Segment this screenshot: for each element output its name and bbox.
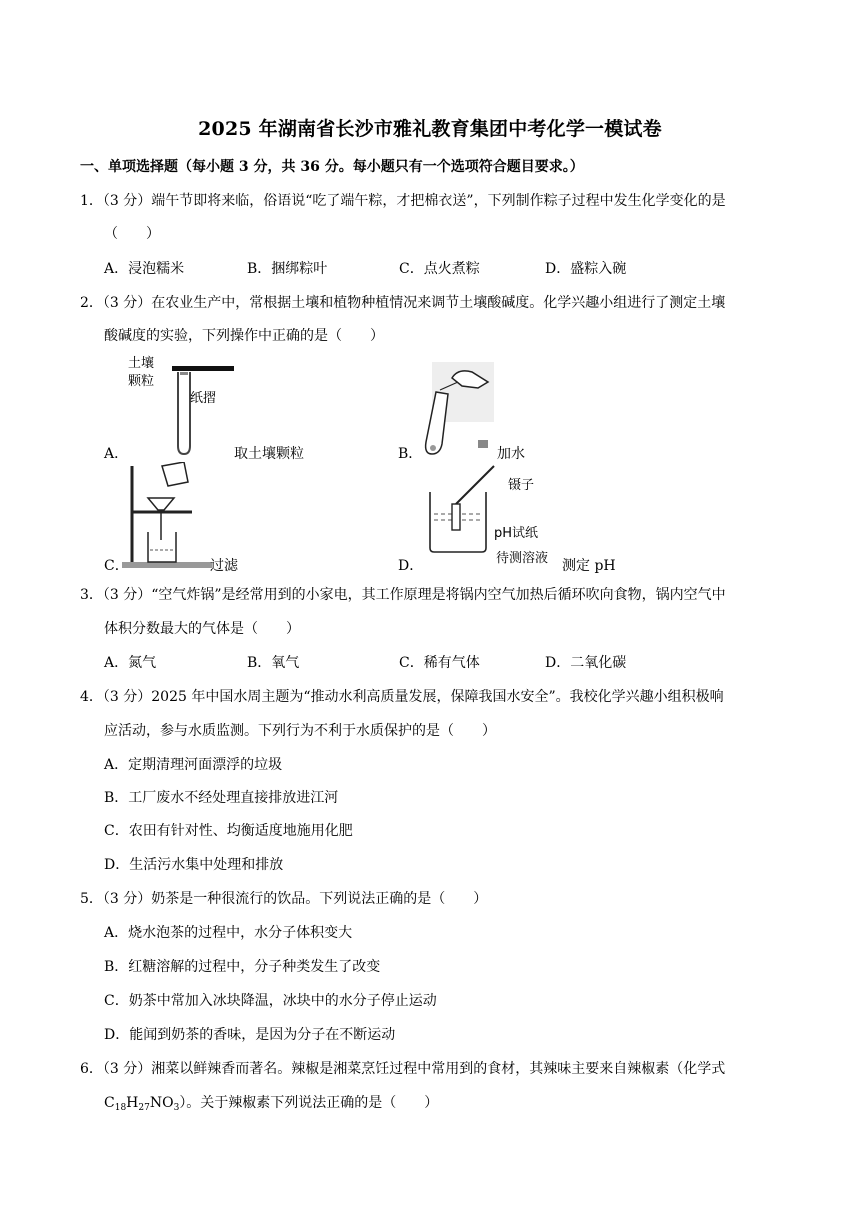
question-1-stem: 1．（3 分）端午节即将来临，俗语说“吃了端午粽，才把棉衣送”，下列制作粽子过程中发生化学变化的是	[80, 193, 726, 209]
question-5-stem: 5．（3 分）奶茶是一种很流行的饮品。下列说法正确的是（ ）	[80, 891, 488, 907]
page-title: 2025 年湖南省长沙市雅礼教育集团中考化学一模试卷	[198, 118, 662, 140]
filtration-apparatus-figure	[122, 462, 212, 572]
fig-d-label-ph-paper: pH试纸	[494, 526, 539, 541]
q2-option-c: C．	[104, 558, 129, 574]
formula-no: NO	[149, 1095, 174, 1111]
question-6-stem-cont	[104, 1092, 438, 1113]
q3-option-b: B．氧气	[247, 655, 300, 671]
question-2-stem-cont: 酸碱度的实验，下列操作中正确的是（ ）	[104, 328, 384, 344]
question-6-stem-tail: ）。关于辣椒素下列说法正确的是（ ）	[179, 1095, 439, 1111]
q1-option-c: C．点火煮粽	[399, 261, 480, 277]
formula-sub-27: 27	[138, 1103, 150, 1113]
q5-option-a: A．烧水泡茶的过程中，水分子体积变大	[104, 925, 353, 941]
question-2-stem: 2．（3 分）在农业生产中，常根据土壤和植物种植情况来调节土壤酸碱度。化学兴趣小组进行了测定土壤	[80, 295, 726, 311]
q5-option-b: B．红糖溶解的过程中，分子种类发生了改变	[104, 959, 381, 975]
formula-h: H	[126, 1095, 139, 1111]
q2-option-b: B．	[398, 446, 423, 462]
q2-option-a-caption: 取土壤颗粒	[234, 446, 304, 462]
q2-option-d: D．	[398, 558, 424, 574]
question-3-stem: 3．（3 分）“空气炸锅”是经常用到的小家电，其工作原理是将锅内空气加热后循环吹向食物，锅内空气中	[80, 587, 726, 603]
q1-option-b: B．捆绑粽叶	[247, 261, 328, 277]
question-3-stem-cont: 体积分数最大的气体是（ ）	[104, 621, 300, 637]
q4-option-a: A．定期清理河面漂浮的垃圾	[104, 757, 283, 773]
section-heading: 一、单项选择题（每小题 3 分，共 36 分。每小题只有一个选项符合题目要求。）	[80, 159, 584, 175]
ph-measure-figure	[426, 464, 496, 554]
fig-a-label-paper: 纸摺	[190, 391, 217, 406]
question-1-bracket: （ ）	[104, 226, 160, 242]
q5-option-d: D．能闻到奶茶的香味，是因为分子在不断运动	[104, 1027, 396, 1043]
q3-option-a: A．氮气	[104, 655, 157, 671]
fig-a-label-soil: 土壤	[128, 356, 155, 371]
fig-d-label-solution: 待测溶液	[496, 551, 549, 566]
question-4-stem: 4．（3 分）2025 年中国水周主题为“推动水利高质量发展，保障我国水安全”。我校化学兴趣小组积极响	[80, 689, 724, 705]
fig-d-label-tweezers: 镊子	[508, 478, 535, 493]
q2-option-d-caption: 测定 pH	[562, 558, 616, 574]
q1-option-d: D．盛粽入碗	[545, 261, 627, 277]
q4-option-d: D．生活污水集中处理和排放	[104, 857, 284, 873]
q5-option-c: C．奶茶中常加入冰块降温，冰块中的水分子停止运动	[104, 993, 437, 1009]
q4-option-c: C．农田有针对性、均衡适度地施用化肥	[104, 823, 353, 839]
q2-option-b-caption: 加水	[497, 446, 525, 462]
question-6-stem: 6．（3 分）湘菜以鲜辣香而著名。辣椒是湘菜烹饪过程中常用到的食材，其辣味主要来自辣椒素（化学式	[80, 1061, 726, 1077]
q3-option-c: C．稀有气体	[399, 655, 480, 671]
pouring-water-figure	[418, 360, 498, 460]
formula-sub-18: 18	[114, 1103, 127, 1113]
formula-sub-3: 3	[173, 1103, 180, 1113]
formula-c: C	[104, 1095, 115, 1111]
q1-option-a: A．浸泡糯米	[104, 261, 185, 277]
question-4-stem-cont: 应活动，参与水质监测。下列行为不利于水质保护的是（ ）	[104, 723, 496, 739]
fig-a-label-particle: 颗粒	[128, 374, 155, 389]
q2-option-c-caption: 过滤	[210, 558, 238, 574]
q3-option-d: D．二氧化碳	[545, 655, 627, 671]
q2-option-a: A．	[104, 446, 129, 462]
q4-option-b: B．工厂废水不经处理直接排放进江河	[104, 790, 339, 806]
